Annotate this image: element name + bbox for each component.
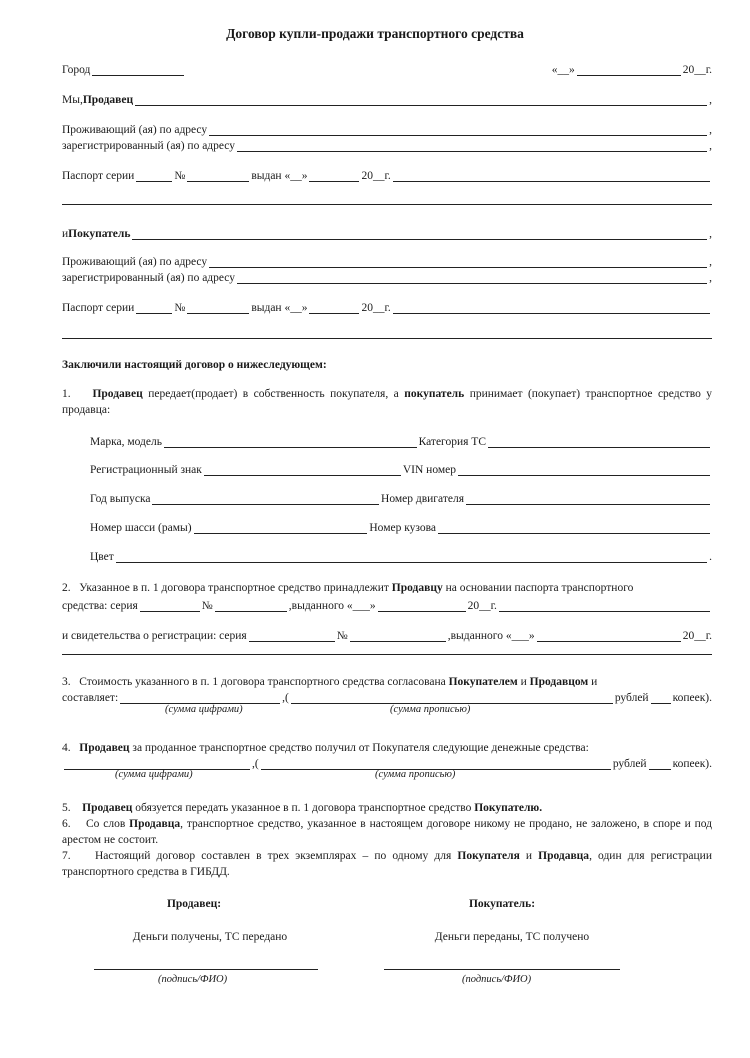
cert-issued-label: ,выданного «___» bbox=[447, 630, 535, 642]
cert-number-label: № bbox=[336, 630, 348, 642]
buyer-line: и Покупатель , bbox=[62, 228, 712, 240]
clause-3-digits-field[interactable] bbox=[120, 691, 280, 704]
buyer-prefix: и bbox=[62, 228, 69, 240]
clause-4-num: 4. bbox=[62, 742, 71, 754]
color-field[interactable] bbox=[116, 550, 707, 563]
buyer-signature-line[interactable] bbox=[384, 968, 620, 970]
city-date-line bbox=[62, 58, 712, 76]
seller-living-line: Проживающий (ая) по адресу , bbox=[62, 124, 712, 136]
clause-3-caption-words: (сумма прописью) bbox=[390, 704, 471, 715]
clause-2-line-2 bbox=[62, 594, 712, 612]
clause-4-paren: ,( bbox=[252, 758, 259, 770]
clause-3-kop-field[interactable] bbox=[651, 691, 671, 704]
clause-4-caption-digits: (сумма цифрами) bbox=[115, 769, 193, 780]
passport-number-field[interactable] bbox=[187, 169, 249, 182]
vehicle-reg-line bbox=[90, 458, 712, 476]
seller-role: Продавец bbox=[82, 94, 134, 106]
clause-3-and: и bbox=[520, 676, 527, 688]
clause-6 bbox=[62, 816, 712, 848]
category-label: Категория ТС bbox=[418, 436, 486, 448]
buyer-registered-field[interactable] bbox=[237, 271, 707, 284]
clause-1-seller: Продавец bbox=[92, 388, 143, 400]
clause-7-and: и bbox=[525, 850, 533, 862]
clause-6-num: 6. bbox=[62, 818, 71, 830]
clause-3-rub: рублей bbox=[614, 692, 649, 704]
clause-3-words-field[interactable] bbox=[291, 691, 613, 704]
document-title: Договор купли-продажи транспортного средства bbox=[226, 26, 524, 41]
seller-name-field[interactable] bbox=[135, 93, 707, 106]
clause-4-caption-words: (сумма прописью) bbox=[375, 769, 456, 780]
passport-series-field[interactable] bbox=[136, 169, 172, 182]
cert-issued-field[interactable] bbox=[537, 629, 681, 642]
buyer-signature-title: Покупатель: bbox=[468, 898, 536, 910]
clause-3-num: 3. bbox=[62, 676, 71, 688]
engine-label: Номер двигателя bbox=[381, 493, 464, 505]
chassis-field[interactable] bbox=[194, 521, 368, 534]
clause-4-line-2 bbox=[62, 752, 712, 770]
color-label: Цвет bbox=[90, 551, 114, 563]
passport2-issued-field[interactable] bbox=[309, 301, 359, 314]
body-label: Номер кузова bbox=[369, 522, 436, 534]
clause-2-text-a: Указанное в п. 1 договора транспортное средство принадлежит bbox=[79, 582, 389, 594]
seller-registered-line: зарегистрированный (ая) по адресу , bbox=[62, 140, 712, 152]
clause-3-text-a: Стоимость указанного в п. 1 договора транспортного средства согласована bbox=[79, 676, 446, 688]
clause-5-seller: Продавец bbox=[82, 802, 133, 814]
seller-line: Мы, Продавец , bbox=[62, 94, 712, 106]
clause-3-buyer: Покупателем bbox=[448, 676, 518, 688]
passport-number-label: № bbox=[174, 170, 186, 182]
clause-3-paren: ,( bbox=[282, 692, 289, 704]
pts-number-field[interactable] bbox=[215, 599, 287, 612]
clause-2-text-b: средства: серия bbox=[62, 600, 138, 612]
pts-number-label: № bbox=[201, 600, 213, 612]
passport-issuer-field[interactable] bbox=[393, 169, 710, 182]
passport-issued-field[interactable] bbox=[309, 169, 359, 182]
passport-series-label: Паспорт серии bbox=[62, 170, 135, 182]
clause-2-line-1 bbox=[62, 576, 712, 594]
clause-4-kop: копеек). bbox=[672, 758, 712, 770]
date-day: «__» bbox=[551, 64, 575, 76]
clause-7-text-a: Настоящий договор составлен в трех экземплярах – по одному для bbox=[95, 850, 452, 862]
pts-year-label: 20__г. bbox=[467, 600, 497, 612]
clause-2-line-3 bbox=[62, 624, 712, 642]
seller-registered-field[interactable] bbox=[237, 139, 707, 152]
body-field[interactable] bbox=[438, 521, 710, 534]
clause-4-seller: Продавец bbox=[79, 742, 130, 754]
seller-prefix: Мы, bbox=[62, 94, 83, 106]
seller-extra-line[interactable] bbox=[62, 203, 712, 205]
pts-series-field[interactable] bbox=[140, 599, 200, 612]
buyer-extra-line[interactable] bbox=[62, 337, 712, 339]
make-model-label: Марка, модель bbox=[90, 436, 162, 448]
clause-5-num: 5. bbox=[62, 802, 71, 814]
vin-field[interactable] bbox=[458, 463, 710, 476]
clause-3-amount-label: составляет: bbox=[62, 692, 119, 704]
make-model-field[interactable] bbox=[164, 435, 417, 448]
buyer-passport-line bbox=[62, 296, 712, 314]
clause-1-text-a: передает(продает) в собственность покупателя, а bbox=[148, 388, 399, 400]
year-label: Год выпуска bbox=[90, 493, 151, 505]
seller-registered-label: зарегистрированный (ая) по адресу bbox=[62, 140, 235, 152]
engine-field[interactable] bbox=[466, 492, 710, 505]
clause-2-text-b-start: на основании паспорта транспортного bbox=[445, 582, 634, 594]
clause-6-text-a: Со слов bbox=[86, 818, 126, 830]
year-field[interactable] bbox=[152, 492, 379, 505]
clause-4-text: за проданное транспортное средство получил от Покупателя следующие денежные средства: bbox=[132, 742, 589, 754]
buyer-living-label: Проживающий (ая) по адресу bbox=[62, 256, 208, 268]
cert-number-field[interactable] bbox=[350, 629, 446, 642]
clause-1 bbox=[62, 386, 712, 418]
clause-7-text-b: , один для регистрации транспортного средства в ГИБДД. bbox=[62, 850, 712, 878]
pts-issuer-field[interactable] bbox=[499, 599, 710, 612]
passport2-issued-label: выдан «__» bbox=[251, 302, 308, 314]
passport2-series-label: Паспорт серии bbox=[62, 302, 135, 314]
seller-signature-title: Продавец: bbox=[166, 898, 222, 910]
seller-signature-note: Деньги получены, ТС передано bbox=[132, 931, 288, 943]
seller-passport-line bbox=[62, 164, 712, 182]
clause-7-seller: Продавца bbox=[538, 850, 590, 862]
seller-signature-caption: (подпись/ФИО) bbox=[158, 974, 228, 985]
date-month-field[interactable] bbox=[577, 63, 681, 76]
vehicle-chassis-line bbox=[90, 516, 712, 534]
buyer-name-field[interactable] bbox=[132, 227, 707, 240]
reg-sign-label: Регистрационный знак bbox=[90, 464, 202, 476]
buyer-signature-caption: (подпись/ФИО) bbox=[462, 974, 532, 985]
passport2-issuer-field[interactable] bbox=[393, 301, 710, 314]
date-year: 20__г. bbox=[682, 64, 712, 76]
clause-5-buyer: Покупателю. bbox=[474, 802, 543, 814]
clause-7-num: 7. bbox=[62, 850, 71, 862]
clause-1-buyer: покупатель bbox=[404, 388, 465, 400]
agreement-intro: Заключили настоящий договор о нижеследующем: bbox=[62, 359, 327, 371]
clause-5 bbox=[62, 800, 712, 816]
buyer-signature-note: Деньги переданы, ТС получено bbox=[434, 931, 590, 943]
passport2-number-field[interactable] bbox=[187, 301, 249, 314]
clause-2-num: 2. bbox=[62, 582, 71, 594]
pts-issued-label: ,выданного «___» bbox=[288, 600, 376, 612]
clause-4-kop-field[interactable] bbox=[649, 757, 671, 770]
passport2-series-field[interactable] bbox=[136, 301, 172, 314]
clause-1-num: 1. bbox=[62, 388, 71, 400]
cert-series-field[interactable] bbox=[249, 629, 335, 642]
buyer-registered-label: зарегистрированный (ая) по адресу bbox=[62, 272, 235, 284]
clause-3-and2: и bbox=[591, 676, 598, 688]
clause-3-seller: Продавцом bbox=[529, 676, 589, 688]
vin-label: VIN номер bbox=[402, 464, 456, 476]
cert-label: и свидетельства о регистрации: серия bbox=[62, 630, 247, 642]
clause-7 bbox=[62, 848, 712, 880]
passport2-year-label: 20__г. bbox=[361, 302, 391, 314]
clause-3-caption-digits: (сумма цифрами) bbox=[165, 704, 243, 715]
clause-2-extra-line[interactable] bbox=[62, 653, 712, 655]
clause-5-text: обязуется передать указанное в п. 1 договора транспортное средство bbox=[135, 802, 472, 814]
vehicle-year-line bbox=[90, 487, 712, 505]
passport2-number-label: № bbox=[174, 302, 186, 314]
passport-year-label: 20__г. bbox=[361, 170, 391, 182]
buyer-registered-line: зарегистрированный (ая) по адресу , bbox=[62, 272, 712, 284]
vehicle-make-line bbox=[90, 430, 712, 448]
clause-6-text-b: , транспортное средство, указанное в настоящем договоре никому не продано, не заложено, в споре и под арестом не состоит. bbox=[62, 818, 713, 846]
reg-sign-field[interactable] bbox=[204, 463, 401, 476]
seller-signature-line[interactable] bbox=[94, 968, 318, 970]
clause-3-line-2 bbox=[62, 686, 712, 704]
passport-issued-label: выдан «__» bbox=[251, 170, 308, 182]
city-label: Город bbox=[62, 64, 91, 76]
buyer-living-line: Проживающий (ая) по адресу , bbox=[62, 256, 712, 268]
clause-4-rub: рублей bbox=[612, 758, 647, 770]
clause-6-seller: Продавца bbox=[129, 818, 181, 830]
pts-issued-field[interactable] bbox=[378, 599, 466, 612]
category-field[interactable] bbox=[488, 435, 710, 448]
seller-living-label: Проживающий (ая) по адресу bbox=[62, 124, 208, 136]
clause-7-buyer: Покупателя bbox=[457, 850, 520, 862]
clause-1-text-b: принимает (покупает) транспортное средство у продавца: bbox=[62, 388, 713, 416]
vehicle-color-line: Цвет . bbox=[90, 551, 712, 563]
cert-year-label: 20__г. bbox=[682, 630, 712, 642]
chassis-label: Номер шасси (рамы) bbox=[90, 522, 192, 534]
city-field[interactable] bbox=[92, 63, 184, 76]
buyer-role: Покупатель bbox=[68, 228, 131, 240]
clause-2-seller: Продавцу bbox=[391, 582, 443, 594]
clause-3-kop: копеек). bbox=[672, 692, 712, 704]
